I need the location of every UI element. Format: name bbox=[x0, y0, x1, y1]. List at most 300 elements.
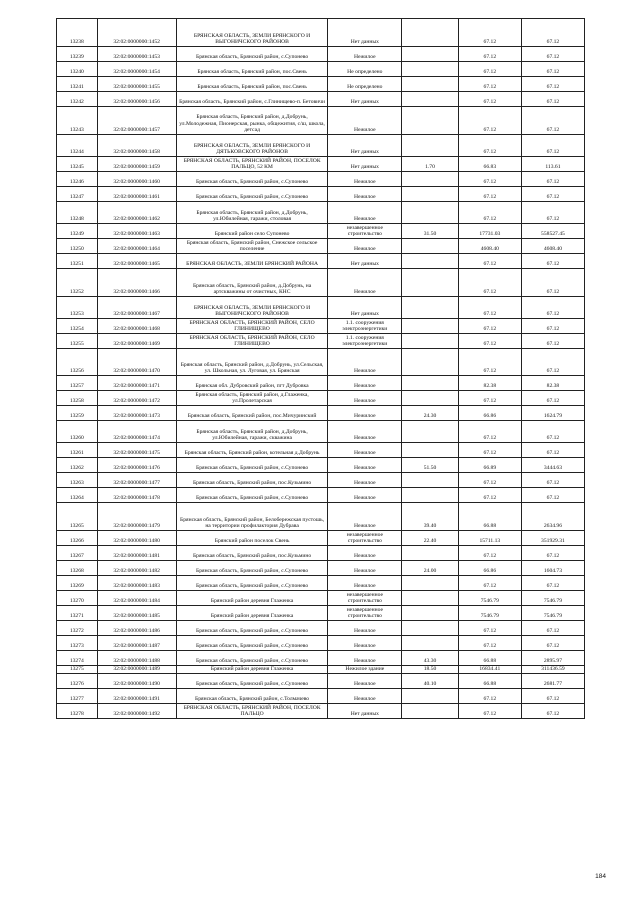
cell-purpose: Нежилое bbox=[328, 376, 402, 391]
cell-purpose: незавершенное строительство bbox=[328, 531, 402, 546]
cell-area bbox=[402, 443, 459, 458]
cell-cadastral-value: 67.12 bbox=[521, 187, 584, 202]
table-row bbox=[57, 334, 585, 349]
cell-address: Брянская область, Брянский район, с.Супонево bbox=[176, 187, 328, 202]
cell-specific-value: 67.12 bbox=[458, 704, 521, 719]
cell-address: БРЯНСКАЯ ОБЛАСТЬ, ЗЕМЛИ БРЯНСКОГО И ДЯТЬКОВСКОГО РАЙОНОВ bbox=[176, 135, 328, 157]
cell-row-number: 13263 bbox=[57, 473, 98, 488]
cell-specific-value: 67.12 bbox=[458, 576, 521, 591]
cell-cadastral-number: 32:02:0000000:1481 bbox=[97, 546, 176, 561]
cell-purpose: Нет данных bbox=[328, 704, 402, 719]
cell-cadastral-number: 32:02:0000000:1468 bbox=[97, 319, 176, 334]
cell-row-number: 13243 bbox=[57, 107, 98, 135]
cell-specific-value: 67.12 bbox=[458, 297, 521, 319]
cell-cadastral-value: 67.12 bbox=[521, 473, 584, 488]
cell-cadastral-number: 32:02:0000000:1454 bbox=[97, 62, 176, 77]
cell-address: Брянская область, Брянский район, с.Супонево bbox=[176, 621, 328, 636]
cell-cadastral-number: 32:02:0000000:1453 bbox=[97, 47, 176, 62]
cell-area: 51.50 bbox=[402, 458, 459, 473]
cell-cadastral-value: 7546.79 bbox=[521, 606, 584, 621]
cell-row-number: 13274 bbox=[57, 651, 98, 666]
table-row bbox=[57, 239, 585, 254]
cell-purpose: Нет данных bbox=[328, 254, 402, 269]
cell-cadastral-value: 3444.63 bbox=[521, 458, 584, 473]
cell-address: Брянская область, Брянский район, с.Супонево bbox=[176, 47, 328, 62]
cell-address: Брянская область, Брянский район, пос.Кузьмино bbox=[176, 473, 328, 488]
table-row bbox=[57, 391, 585, 406]
cell-specific-value: 67.12 bbox=[458, 443, 521, 458]
cell-row-number: 13248 bbox=[57, 202, 98, 224]
cell-area bbox=[402, 319, 459, 334]
cell-address: Брянская область, Брянский район, д.Добрунь, ул.Юбилейная, гаражи, столовая bbox=[176, 202, 328, 224]
cell-specific-value: 67.12 bbox=[458, 621, 521, 636]
cell-cadastral-value: 1624.79 bbox=[521, 406, 584, 421]
cell-cadastral-number: 32:02:0000000:1490 bbox=[97, 674, 176, 689]
cell-row-number: 13245 bbox=[57, 157, 98, 172]
cell-address: Брянский район деревня Глаженка bbox=[176, 591, 328, 606]
cell-purpose: Нежилое bbox=[328, 269, 402, 297]
cell-cadastral-number: 32:02:0000000:1464 bbox=[97, 239, 176, 254]
cell-area bbox=[402, 421, 459, 443]
table-row bbox=[57, 19, 585, 47]
cell-purpose: Нежилое bbox=[328, 503, 402, 531]
cell-purpose: Нежилое bbox=[328, 107, 402, 135]
cell-specific-value: 67.12 bbox=[458, 107, 521, 135]
cell-area bbox=[402, 187, 459, 202]
cell-area: 1.70 bbox=[402, 157, 459, 172]
cell-row-number: 13247 bbox=[57, 187, 98, 202]
cell-cadastral-number: 32:02:0000000:1469 bbox=[97, 334, 176, 349]
cell-purpose: Нежилое bbox=[328, 391, 402, 406]
cell-area bbox=[402, 391, 459, 406]
cell-address: Брянская область, Брянский район, с.Супонево bbox=[176, 576, 328, 591]
table-row bbox=[57, 606, 585, 621]
cell-address: Брянская область, Брянский район, пос.Свень bbox=[176, 77, 328, 92]
cell-specific-value: 66.88 bbox=[458, 503, 521, 531]
cell-address: БРЯНСКАЯ ОБЛАСТЬ, БРЯНСКИЙ РАЙОН, ПОСЕЛОК ПАЛЬЦО bbox=[176, 704, 328, 719]
cell-cadastral-value: 1604.73 bbox=[521, 561, 584, 576]
cell-area: 40.10 bbox=[402, 674, 459, 689]
cell-row-number: 13269 bbox=[57, 576, 98, 591]
cell-area bbox=[402, 107, 459, 135]
cell-cadastral-value: 67.12 bbox=[521, 636, 584, 651]
cell-row-number: 13238 bbox=[57, 19, 98, 47]
cell-cadastral-value: 67.12 bbox=[521, 349, 584, 376]
cell-area bbox=[402, 591, 459, 606]
cell-row-number: 13261 bbox=[57, 443, 98, 458]
cell-purpose: Нежилое bbox=[328, 689, 402, 704]
cell-purpose: Нет данных bbox=[328, 157, 402, 172]
cell-address: Брянская область, Брянский район, Белобережская пустошь, на территории профилактория Дубрава bbox=[176, 503, 328, 531]
cell-cadastral-number: 32:02:0000000:1491 bbox=[97, 689, 176, 704]
cell-specific-value: 67.12 bbox=[458, 636, 521, 651]
cell-address: Брянский район село Супонево bbox=[176, 224, 328, 239]
table-row bbox=[57, 576, 585, 591]
table-row bbox=[57, 92, 585, 107]
cell-row-number: 13258 bbox=[57, 391, 98, 406]
cell-area: 43.30 bbox=[402, 651, 459, 666]
cell-specific-value: 66.88 bbox=[458, 651, 521, 666]
cell-address: Брянская область, Брянский район, с.Супонево bbox=[176, 488, 328, 503]
cell-purpose: Нет данных bbox=[328, 135, 402, 157]
cell-specific-value: 17731.03 bbox=[458, 224, 521, 239]
cell-row-number: 13264 bbox=[57, 488, 98, 503]
cell-purpose: Нет данных bbox=[328, 297, 402, 319]
cell-area: 39.40 bbox=[402, 503, 459, 531]
cell-address: Брянский район поселок Свень bbox=[176, 531, 328, 546]
cell-cadastral-value: 67.12 bbox=[521, 621, 584, 636]
cell-cadastral-number: 32:02:0000000:1459 bbox=[97, 157, 176, 172]
cell-cadastral-value: 67.12 bbox=[521, 689, 584, 704]
table-row bbox=[57, 689, 585, 704]
cell-area bbox=[402, 202, 459, 224]
cell-purpose: Нежилое bbox=[328, 636, 402, 651]
cell-address: Брянская область, Брянский район, Снежское сельское поселение bbox=[176, 239, 328, 254]
cell-cadastral-number: 32:02:0000000:1465 bbox=[97, 254, 176, 269]
cell-cadastral-value: 67.12 bbox=[521, 269, 584, 297]
table-row bbox=[57, 172, 585, 187]
cell-area bbox=[402, 704, 459, 719]
cell-address: Брянский район деревня Глаженка bbox=[176, 606, 328, 621]
cell-cadastral-value: 67.12 bbox=[521, 107, 584, 135]
cell-specific-value: 66.88 bbox=[458, 674, 521, 689]
cell-row-number: 13253 bbox=[57, 297, 98, 319]
table-row bbox=[57, 62, 585, 77]
cell-row-number: 13275 bbox=[57, 666, 98, 674]
cell-area: 18.50 bbox=[402, 666, 459, 674]
cell-cadastral-number: 32:02:0000000:1461 bbox=[97, 187, 176, 202]
cell-specific-value: 67.12 bbox=[458, 202, 521, 224]
cell-purpose: Нежилое bbox=[328, 406, 402, 421]
cell-area bbox=[402, 576, 459, 591]
cell-cadastral-number: 32:02:0000000:1470 bbox=[97, 349, 176, 376]
cell-row-number: 13262 bbox=[57, 458, 98, 473]
cell-area bbox=[402, 473, 459, 488]
cell-cadastral-number: 32:02:0000000:1487 bbox=[97, 636, 176, 651]
registry-table-body bbox=[57, 19, 585, 719]
cell-row-number: 13252 bbox=[57, 269, 98, 297]
cell-specific-value: 66.86 bbox=[458, 406, 521, 421]
cell-area bbox=[402, 19, 459, 47]
cell-specific-value: 82.38 bbox=[458, 376, 521, 391]
table-row bbox=[57, 473, 585, 488]
cell-cadastral-number: 32:02:0000000:1455 bbox=[97, 77, 176, 92]
cell-cadastral-number: 32:02:0000000:1473 bbox=[97, 406, 176, 421]
cell-address: БРЯНСКАЯ ОБЛАСТЬ, ЗЕМЛИ БРЯНСКОГО И ВЫГОНИЧСКОГО РАЙОНОВ bbox=[176, 19, 328, 47]
cell-purpose: 1.1. сооружения электроэнергетики bbox=[328, 334, 402, 349]
page-number: 184 bbox=[595, 873, 606, 880]
cell-cadastral-number: 32:02:0000000:1463 bbox=[97, 224, 176, 239]
cell-area bbox=[402, 135, 459, 157]
cell-cadastral-value: 67.12 bbox=[521, 47, 584, 62]
cell-row-number: 13265 bbox=[57, 503, 98, 531]
cell-cadastral-value: 351929.31 bbox=[521, 531, 584, 546]
cell-area bbox=[402, 349, 459, 376]
cell-row-number: 13241 bbox=[57, 77, 98, 92]
cell-area bbox=[402, 334, 459, 349]
cell-area bbox=[402, 636, 459, 651]
cell-cadastral-value: 67.12 bbox=[521, 92, 584, 107]
table-row bbox=[57, 546, 585, 561]
cell-specific-value: 67.12 bbox=[458, 473, 521, 488]
cell-cadastral-value: 67.12 bbox=[521, 202, 584, 224]
cell-address: Брянская область, Брянский район, с.Толмачево bbox=[176, 689, 328, 704]
cell-specific-value: 15711.13 bbox=[458, 531, 521, 546]
cell-cadastral-number: 32:02:0000000:1456 bbox=[97, 92, 176, 107]
cell-cadastral-value: 2634.96 bbox=[521, 503, 584, 531]
cell-row-number: 13239 bbox=[57, 47, 98, 62]
cell-cadastral-number: 32:02:0000000:1474 bbox=[97, 421, 176, 443]
cell-cadastral-number: 32:02:0000000:1482 bbox=[97, 561, 176, 576]
table-row bbox=[57, 187, 585, 202]
cell-address: Брянская область, Брянский район, котельная д.Добрунь bbox=[176, 443, 328, 458]
cell-row-number: 13271 bbox=[57, 606, 98, 621]
cell-purpose: Нежилое bbox=[328, 651, 402, 666]
table-row bbox=[57, 591, 585, 606]
cell-specific-value: 67.12 bbox=[458, 689, 521, 704]
cell-area bbox=[402, 254, 459, 269]
cell-cadastral-value: 67.12 bbox=[521, 488, 584, 503]
cell-cadastral-number: 32:02:0000000:1486 bbox=[97, 621, 176, 636]
cell-area bbox=[402, 172, 459, 187]
cell-row-number: 13256 bbox=[57, 349, 98, 376]
cell-address: Брянская область, Брянский район, д.Добрунь, ул.Сельская, ул. Школьная, ул. Луговая, ул. Брянская bbox=[176, 349, 328, 376]
cell-cadastral-value: 7546.79 bbox=[521, 591, 584, 606]
cell-area bbox=[402, 621, 459, 636]
cell-purpose: незавершенное строительство bbox=[328, 591, 402, 606]
cell-specific-value: 67.12 bbox=[458, 546, 521, 561]
cell-purpose: Нежилое bbox=[328, 621, 402, 636]
cell-cadastral-value: 4608.40 bbox=[521, 239, 584, 254]
table-row bbox=[57, 531, 585, 546]
cell-address: Брянская область, Брянский район, с.Супонево bbox=[176, 458, 328, 473]
cell-address: Брянская область, Брянский район, д.Добрунь, ул.Юбилейная, гаражи, скважина bbox=[176, 421, 328, 443]
cell-address: БРЯНСКАЯ ОБЛАСТЬ, БРЯНСКИЙ РАЙОН, СЕЛО ГЛИНИЩЕВО bbox=[176, 319, 328, 334]
cell-address: Брянская область, Брянский район, с.Глинищево-п. Бетовичи bbox=[176, 92, 328, 107]
cell-cadastral-number: 32:02:0000000:1488 bbox=[97, 651, 176, 666]
cell-area bbox=[402, 92, 459, 107]
cell-row-number: 13272 bbox=[57, 621, 98, 636]
table-row bbox=[57, 561, 585, 576]
cell-purpose: Нежилое bbox=[328, 473, 402, 488]
cell-area: 22.40 bbox=[402, 531, 459, 546]
cell-specific-value: 67.12 bbox=[458, 135, 521, 157]
cell-address: БРЯНСКАЯ ОБЛАСТЬ, ЗЕМЛИ БРЯНСКИЙ РАЙОНА bbox=[176, 254, 328, 269]
table-row bbox=[57, 651, 585, 666]
cell-row-number: 13259 bbox=[57, 406, 98, 421]
cell-cadastral-number: 32:02:0000000:1484 bbox=[97, 591, 176, 606]
cell-address: Брянская область, Брянский район, с.Супонево bbox=[176, 651, 328, 666]
cell-row-number: 13268 bbox=[57, 561, 98, 576]
cell-purpose: Нет данных bbox=[328, 19, 402, 47]
cell-row-number: 13251 bbox=[57, 254, 98, 269]
cell-specific-value: 66.89 bbox=[458, 458, 521, 473]
table-row bbox=[57, 621, 585, 636]
cell-row-number: 13242 bbox=[57, 92, 98, 107]
cell-address: Брянская область, Брянский район, с.Супонево bbox=[176, 636, 328, 651]
cell-area: 31.50 bbox=[402, 224, 459, 239]
table-row bbox=[57, 77, 585, 92]
cell-cadastral-value: 82.38 bbox=[521, 376, 584, 391]
cell-area bbox=[402, 376, 459, 391]
cell-specific-value: 67.12 bbox=[458, 319, 521, 334]
cell-cadastral-number: 32:02:0000000:1452 bbox=[97, 19, 176, 47]
cell-specific-value: 67.12 bbox=[458, 269, 521, 297]
cell-specific-value: 66.86 bbox=[458, 561, 521, 576]
cell-row-number: 13260 bbox=[57, 421, 98, 443]
cell-row-number: 13246 bbox=[57, 172, 98, 187]
cell-purpose: Нежилое bbox=[328, 239, 402, 254]
cell-cadastral-value: 113.61 bbox=[521, 157, 584, 172]
cell-cadastral-value: 67.12 bbox=[521, 297, 584, 319]
cell-area bbox=[402, 47, 459, 62]
cell-area bbox=[402, 269, 459, 297]
cell-cadastral-value: 67.12 bbox=[521, 391, 584, 406]
table-row bbox=[57, 636, 585, 651]
table-row bbox=[57, 458, 585, 473]
cell-specific-value: 67.12 bbox=[458, 391, 521, 406]
cell-cadastral-value: 558527.45 bbox=[521, 224, 584, 239]
cell-area bbox=[402, 239, 459, 254]
cell-specific-value: 67.12 bbox=[458, 349, 521, 376]
cell-row-number: 13277 bbox=[57, 689, 98, 704]
cell-cadastral-number: 32:02:0000000:1466 bbox=[97, 269, 176, 297]
cell-purpose: Нежилое bbox=[328, 561, 402, 576]
cell-address: Брянская область, Брянский район, с.Супонево bbox=[176, 674, 328, 689]
cell-cadastral-number: 32:02:0000000:1485 bbox=[97, 606, 176, 621]
table-row bbox=[57, 297, 585, 319]
cell-cadastral-value: 67.12 bbox=[521, 334, 584, 349]
registry-table bbox=[56, 18, 585, 719]
cell-specific-value: 67.12 bbox=[458, 47, 521, 62]
cell-cadastral-value: 67.12 bbox=[521, 62, 584, 77]
cell-area: 24.30 bbox=[402, 406, 459, 421]
cell-specific-value: 7546.79 bbox=[458, 606, 521, 621]
cell-row-number: 13250 bbox=[57, 239, 98, 254]
cell-specific-value: 67.12 bbox=[458, 421, 521, 443]
cell-area bbox=[402, 546, 459, 561]
cell-cadastral-number: 32:02:0000000:1475 bbox=[97, 443, 176, 458]
cell-address: Брянская область, Брянский район, с.Супонево bbox=[176, 172, 328, 187]
cell-purpose: Нежилое bbox=[328, 172, 402, 187]
cell-cadastral-value: 67.12 bbox=[521, 19, 584, 47]
cell-address: Брянская обл. Дубровский район, пгт Дубровка bbox=[176, 376, 328, 391]
cell-cadastral-number: 32:02:0000000:1489 bbox=[97, 666, 176, 674]
cell-row-number: 13244 bbox=[57, 135, 98, 157]
table-row bbox=[57, 319, 585, 334]
table-row bbox=[57, 269, 585, 297]
cell-purpose: Нежилое bbox=[328, 187, 402, 202]
cell-row-number: 13249 bbox=[57, 224, 98, 239]
cell-row-number: 13255 bbox=[57, 334, 98, 349]
cell-row-number: 13276 bbox=[57, 674, 98, 689]
cell-cadastral-number: 32:02:0000000:1479 bbox=[97, 503, 176, 531]
cell-specific-value: 16834.41 bbox=[458, 666, 521, 674]
cell-purpose: Нежилое bbox=[328, 349, 402, 376]
table-row bbox=[57, 674, 585, 689]
cell-cadastral-value: 67.12 bbox=[521, 319, 584, 334]
cell-row-number: 13254 bbox=[57, 319, 98, 334]
cell-address: Брянская область, Брянский район, д.Добрунь, ул.Молодежная, Пионерская, рынка, общежития, с/ш, школа, детсад bbox=[176, 107, 328, 135]
cell-specific-value: 67.12 bbox=[458, 254, 521, 269]
cell-specific-value: 67.12 bbox=[458, 92, 521, 107]
cell-address: Брянский район деревня Глаженка bbox=[176, 666, 328, 674]
cell-cadastral-number: 32:02:0000000:1472 bbox=[97, 391, 176, 406]
cell-purpose: Нежилое bbox=[328, 421, 402, 443]
cell-row-number: 13240 bbox=[57, 62, 98, 77]
cell-purpose: Не определено bbox=[328, 77, 402, 92]
cell-purpose: Нежилое bbox=[328, 47, 402, 62]
cell-cadastral-value: 67.12 bbox=[521, 421, 584, 443]
cell-purpose: 1.1. сооружения электроэнергетики bbox=[328, 319, 402, 334]
cell-address: Брянская область, Брянский район, пос.Мичуринский bbox=[176, 406, 328, 421]
table-row bbox=[57, 135, 585, 157]
cell-purpose: Нет данных bbox=[328, 92, 402, 107]
cell-cadastral-number: 32:02:0000000:1478 bbox=[97, 488, 176, 503]
cell-cadastral-value: 67.12 bbox=[521, 704, 584, 719]
table-row bbox=[57, 421, 585, 443]
cell-address: Брянская область, Брянский район, пос.Кузьмино bbox=[176, 546, 328, 561]
cell-purpose: незавершенное строительство bbox=[328, 606, 402, 621]
cell-specific-value: 66.83 bbox=[458, 157, 521, 172]
cell-cadastral-number: 32:02:0000000:1457 bbox=[97, 107, 176, 135]
cell-row-number: 13278 bbox=[57, 704, 98, 719]
cell-cadastral-value: 67.12 bbox=[521, 77, 584, 92]
cell-area: 24.00 bbox=[402, 561, 459, 576]
cell-specific-value: 67.12 bbox=[458, 77, 521, 92]
table-row bbox=[57, 349, 585, 376]
cell-specific-value: 67.12 bbox=[458, 488, 521, 503]
cell-specific-value: 67.12 bbox=[458, 62, 521, 77]
cell-purpose: Нежилое bbox=[328, 674, 402, 689]
cell-cadastral-value: 67.12 bbox=[521, 576, 584, 591]
cell-address: БРЯНСКАЯ ОБЛАСТЬ, ЗЕМЛИ БРЯНСКОГО И ВЫГОНИЧСКОГО РАЙОНОВ bbox=[176, 297, 328, 319]
table-row bbox=[57, 704, 585, 719]
table-row bbox=[57, 202, 585, 224]
cell-row-number: 13257 bbox=[57, 376, 98, 391]
cell-area bbox=[402, 606, 459, 621]
cell-address: Брянская область, Брянский район, пос.Свень bbox=[176, 62, 328, 77]
table-row bbox=[57, 224, 585, 239]
cell-cadastral-number: 32:02:0000000:1492 bbox=[97, 704, 176, 719]
cell-purpose: Нежилое здание bbox=[328, 666, 402, 674]
cell-address: Брянская область, Брянский район, д.Глаженка, ул.Пролетарская bbox=[176, 391, 328, 406]
cell-area bbox=[402, 297, 459, 319]
cell-specific-value: 67.12 bbox=[458, 334, 521, 349]
cell-cadastral-number: 32:02:0000000:1458 bbox=[97, 135, 176, 157]
cell-area bbox=[402, 77, 459, 92]
cell-row-number: 13266 bbox=[57, 531, 98, 546]
table-row bbox=[57, 47, 585, 62]
table-row bbox=[57, 666, 585, 674]
cell-purpose: Нежилое bbox=[328, 546, 402, 561]
cell-cadastral-value: 311436.59 bbox=[521, 666, 584, 674]
cell-cadastral-value: 2681.77 bbox=[521, 674, 584, 689]
cell-address: Брянская область, Брянский район, с.Супонево bbox=[176, 561, 328, 576]
cell-cadastral-number: 32:02:0000000:1471 bbox=[97, 376, 176, 391]
cell-specific-value: 67.12 bbox=[458, 19, 521, 47]
cell-purpose: Не определено bbox=[328, 62, 402, 77]
cell-purpose: Нежилое bbox=[328, 488, 402, 503]
cell-cadastral-value: 67.12 bbox=[521, 172, 584, 187]
cell-area bbox=[402, 689, 459, 704]
cell-cadastral-number: 32:02:0000000:1477 bbox=[97, 473, 176, 488]
cell-specific-value: 67.12 bbox=[458, 172, 521, 187]
table-row bbox=[57, 503, 585, 531]
cell-row-number: 13267 bbox=[57, 546, 98, 561]
cell-specific-value: 4608.40 bbox=[458, 239, 521, 254]
cell-purpose: Нежилое bbox=[328, 202, 402, 224]
